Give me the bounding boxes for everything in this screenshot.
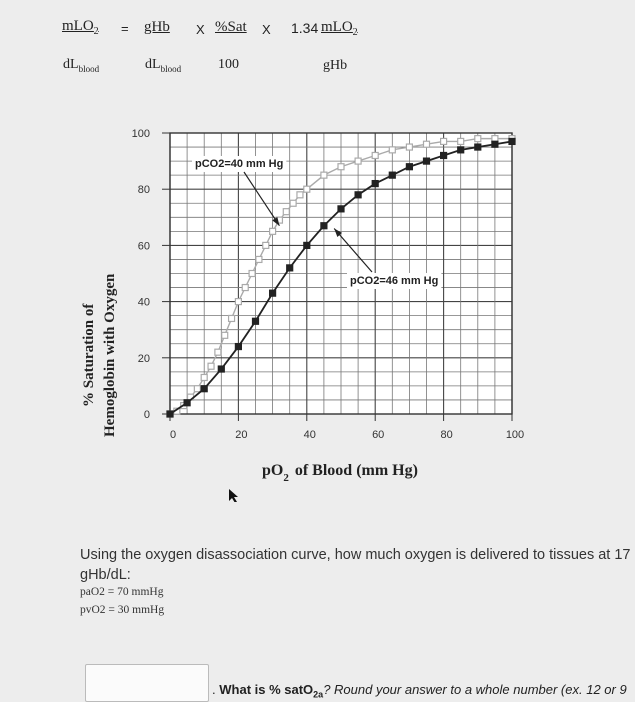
data-point-pco2-46	[304, 242, 310, 248]
x-tick-label: 20	[235, 429, 248, 441]
y-tick-label: 100	[131, 128, 150, 140]
data-point-pco2-46	[509, 138, 515, 144]
data-point-pco2-46	[235, 344, 241, 350]
data-point-pco2-40	[194, 386, 200, 392]
data-point-pco2-46	[355, 192, 361, 198]
oxygen-dissociation-chart	[0, 112, 635, 502]
formula-term1-denominator: $dL_{blood}$	[145, 57, 182, 74]
x-tick-label: 60	[372, 429, 385, 441]
question-text	[80, 545, 635, 585]
data-point-pco2-40	[229, 315, 235, 321]
data-point-pco2-40	[235, 299, 241, 305]
data-point-pco2-46	[287, 265, 293, 271]
formula-term2-numerator: %Sat	[215, 19, 247, 35]
y-axis-title	[81, 273, 118, 437]
data-point-pco2-40	[256, 256, 262, 262]
data-point-pco2-46	[372, 181, 378, 187]
question-line-1: Using the oxygen disassociation curve, how much oxygen is delivered to tissues at 17	[80, 547, 631, 563]
x-axis-title: $pO_2$ of Blood (mm Hg)	[262, 462, 418, 484]
data-point-pco2-46	[458, 147, 464, 153]
data-point-pco2-46	[270, 290, 276, 296]
formula-times-2: X	[262, 22, 271, 37]
data-point-pco2-40	[242, 285, 248, 291]
answer-prompt: . What is % satO$_{2a}$? Round your answer to a whole number (ex. 12 or 9	[212, 682, 627, 700]
formula-times-1: X	[196, 22, 205, 37]
formula-term2-denominator: 100	[218, 57, 239, 72]
data-point-pco2-46	[201, 386, 207, 392]
mouse-cursor-icon	[229, 489, 238, 502]
annotation-pco2-46-label: pCO2=46 mm Hg	[350, 275, 439, 287]
x-tick-label: 0	[169, 429, 177, 441]
x-tick-label: 80	[440, 429, 453, 441]
data-point-pco2-40	[304, 186, 310, 192]
y-axis-title-line-2: Hemoglobin with Oxygen	[102, 273, 118, 437]
formula-lhs-denominator: $dL_{blood}$	[63, 57, 100, 74]
formula-term3-denominator: gHb	[323, 58, 348, 73]
x-tick-label: 100	[505, 429, 525, 441]
question-line-2: gHb/dL:	[80, 567, 131, 583]
data-point-pco2-40	[355, 158, 361, 164]
y-tick-label: 40	[137, 296, 150, 309]
data-point-pco2-46	[492, 141, 498, 147]
data-point-pco2-40	[215, 349, 221, 355]
formula-term3-coefficient: 1.34	[291, 20, 319, 36]
data-point-pco2-40	[389, 147, 395, 153]
data-point-pco2-46	[475, 144, 481, 150]
data-point-pco2-40	[249, 271, 255, 277]
data-point-pco2-40	[338, 164, 344, 170]
y-tick-label: 60	[137, 240, 150, 253]
data-point-pco2-40	[297, 192, 303, 198]
data-point-pco2-46	[441, 152, 447, 158]
formula-term3-numerator: mLO$_2$	[321, 19, 358, 38]
y-tick-label: 0	[143, 409, 150, 421]
data-point-pco2-40	[263, 242, 269, 248]
formula-lhs-numerator: mLO$_2$	[62, 18, 99, 37]
data-point-pco2-46	[253, 318, 259, 324]
annotation-pco2-40-label: pCO2=40 mm Hg	[195, 158, 284, 170]
data-point-pco2-40	[475, 136, 481, 142]
data-point-pco2-46	[389, 172, 395, 178]
data-point-pco2-46	[321, 223, 327, 229]
data-point-pco2-40	[270, 228, 276, 234]
given-pvo2: pvO2 = 30 mmHg	[80, 604, 165, 616]
data-point-pco2-46	[218, 366, 224, 372]
data-point-pco2-46	[167, 411, 173, 417]
answer-input[interactable]	[85, 664, 209, 702]
x-tick-label: 40	[303, 429, 316, 441]
data-point-pco2-40	[441, 138, 447, 144]
data-point-pco2-40	[283, 209, 289, 215]
data-point-pco2-46	[424, 158, 430, 164]
data-point-pco2-40	[321, 172, 327, 178]
data-point-pco2-40	[201, 374, 207, 380]
data-point-pco2-40	[372, 152, 378, 158]
given-pao2: paO2 = 70 mmHg	[80, 586, 164, 598]
y-tick-label: 80	[137, 184, 150, 197]
y-axis-title-line-1: % Saturation of	[81, 303, 97, 407]
data-point-pco2-46	[406, 164, 412, 170]
data-point-pco2-40	[208, 363, 214, 369]
data-point-pco2-40	[458, 138, 464, 144]
y-tick-label: 20	[137, 352, 150, 365]
data-point-pco2-46	[338, 206, 344, 212]
data-point-pco2-46	[184, 400, 190, 406]
data-point-pco2-40	[222, 332, 228, 338]
formula-term1-numerator: gHb	[144, 19, 170, 35]
data-point-pco2-40	[424, 141, 430, 147]
formula-equals: =	[121, 21, 129, 36]
data-point-pco2-40	[290, 200, 296, 206]
data-point-pco2-40	[406, 144, 412, 150]
